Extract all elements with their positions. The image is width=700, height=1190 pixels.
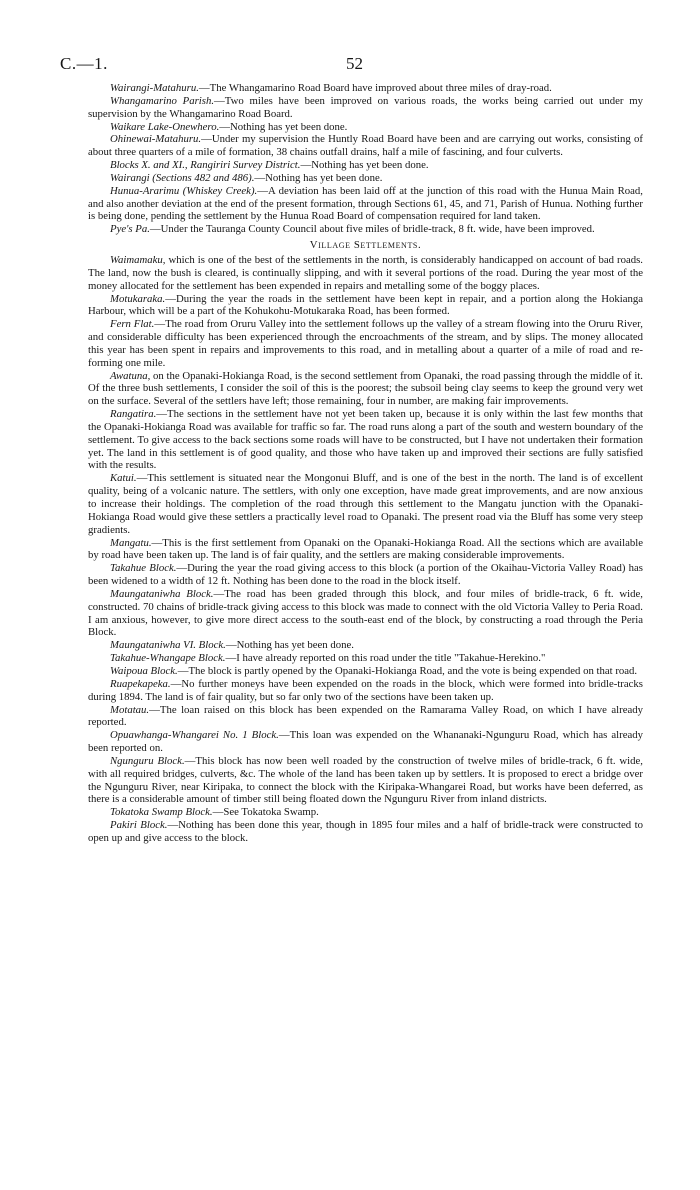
paragraph bbox=[88, 159, 643, 172]
paragraph-lead: Takahue Block. bbox=[110, 562, 177, 575]
paragraph bbox=[88, 370, 643, 409]
paragraph-text: —Two miles have been improved on various roads, the works being carried out under my supervision by the Whangamarino Road Board. bbox=[88, 94, 643, 120]
paragraph bbox=[88, 806, 643, 819]
paragraph bbox=[88, 472, 643, 536]
paragraph-text: —The loan raised on this block has been expended on the Ramarama Valley Road, on which I have already reported. bbox=[88, 703, 643, 729]
paragraph-lead: Wairangi (Sections 482 and 486). bbox=[110, 171, 255, 184]
body-text bbox=[88, 82, 643, 845]
paragraph bbox=[88, 254, 643, 293]
paragraph-lead: Pakiri Block. bbox=[110, 819, 168, 832]
page-number: 52 bbox=[346, 54, 363, 73]
paragraph-lead: Blocks X. and XI., Rangiriri Survey District. bbox=[110, 159, 301, 172]
paragraph-lead: Ngunguru Block. bbox=[110, 754, 185, 767]
paragraph-lead: Motukaraka. bbox=[110, 292, 166, 305]
paragraph bbox=[88, 408, 643, 472]
paragraph-lead: Waikare Lake-Onewhero. bbox=[110, 120, 220, 133]
paragraph-lead: Ohinewai-Matahuru. bbox=[110, 133, 202, 146]
paragraph-text: —Nothing has been done this year, though in 1895 four miles and a half of bridle-track were constructed to open up and give access to the block. bbox=[88, 819, 643, 844]
paragraph-text: —Nothing has yet been done. bbox=[300, 159, 429, 172]
paragraph-lead: Opuawhanga-Whangarei No. 1 Block. bbox=[110, 729, 279, 742]
paragraph bbox=[88, 121, 643, 134]
paragraph bbox=[88, 755, 643, 806]
paragraph-text: —A deviation has been laid off at the junction of this road with the Hunua Main Road, and also another deviation at the end of the present formation, through Sections 61, 45, and 71, Parish of Hunua. Nothing further is being done, pending the settlement by the Hunua Road Board of compensation required for land taken. bbox=[88, 184, 643, 223]
paragraph-text: —This loan was expended on the Whananaki-Ngunguru Road, which has already been reported on. bbox=[88, 729, 644, 755]
section-heading: Village Settlements. bbox=[309, 239, 422, 252]
paragraph bbox=[88, 82, 643, 95]
paragraph bbox=[88, 678, 643, 704]
paragraph-text: —Nothing has yet been done. bbox=[225, 639, 354, 652]
paragraph-text: —This block has now been well roaded by the construction of twelve miles of bridle-track, 6 ft. wide, with all required bridges, culverts, &c. The whole of the land has been taken up by settlers. It is proposed to erect a bridge over the Ngunguru River, near Kiripaka, to connect the block with the Kiripaka-Whangarei Road, but works have been deferred, as there is a considerable amount of timber still being floated down the Ngunguru River from inland districts. bbox=[88, 754, 643, 806]
paragraph bbox=[88, 588, 643, 639]
paragraph-lead: Rangatira. bbox=[110, 408, 157, 421]
running-header bbox=[60, 54, 643, 76]
document-reference: C.—1. bbox=[60, 54, 108, 73]
paragraph-text: —Nothing has yet been done. bbox=[254, 171, 383, 184]
paragraph bbox=[88, 95, 643, 121]
paragraph-text: —The road from Oruru Valley into the settlement follows up the valley of a stream flowing into the Oruru River, and considerable difficulty has been experienced through the encroachments of the stream, and by slips. The money allocated this year has been spent in repairs and improvements to this road, and in metalling about a quarter of a mile of road and re-forming one mile. bbox=[88, 318, 643, 369]
paragraph bbox=[88, 223, 643, 236]
paragraph bbox=[88, 318, 643, 369]
paragraph-text: —This settlement is situated near the Mongonui Bluff, and is one of the best in the north. The land is of excellent quality, being of a volcanic nature. The settlers, with only one exception, have made great improvements, and are now anxious to increase their holdings. The completion of the road through this settlement to the Mangatu junction with the Opanaki-Hokianga Road would give these settlers a practically level road to Opanaki. The present road via the Bluff has some very steep gradients. bbox=[88, 472, 643, 536]
paragraph bbox=[88, 293, 643, 319]
paragraph-text: —Under the Tauranga County Council about five miles of bridle-track, 8 ft. wide, have been improved. bbox=[149, 223, 595, 236]
paragraph-lead: Tokatoka Swamp Block. bbox=[110, 806, 213, 819]
paragraph-lead: Motatau. bbox=[110, 703, 150, 716]
paragraph-text: —I have already reported on this road under the title "Takahue-Herekino." bbox=[225, 652, 546, 665]
paragraph-lead: Wairangi-Matahuru. bbox=[110, 82, 199, 94]
paragraph-text: —During the year the road giving access to this block (a portion of the Okaihau-Victoria Valley Road) has been widened to a width of 12 ft. Nothing has been done to the road in the block itself. bbox=[88, 562, 643, 588]
paragraph-text: —The road has been graded through this block, and four miles of bridle-track, 6 ft. wide, constructed. 70 chains of bridle-track giving access to this block was made to connect with the old Victoria Valley to Peria Road. I am anxious, however, to give more direct access to the south-east end of the block, by constructing a road through the Peria Block. bbox=[88, 587, 643, 639]
paragraph bbox=[88, 133, 643, 159]
paragraph bbox=[88, 185, 643, 224]
paragraph-text: —The Whangamarino Road Board have improved about three miles of dray-road. bbox=[198, 82, 552, 94]
paragraph-lead: Maungataniwha VI. Block. bbox=[110, 639, 226, 652]
paragraph bbox=[88, 665, 643, 678]
paragraph-text: —This is the first settlement from Opanaki on the Opanaki-Hokianga Road. All the sections which are available by road have been taken up. The land is of fair quality, and the settlers are making considerable improvements. bbox=[88, 536, 643, 562]
paragraph-text: —No further moneys have been expended on the roads in the block, which were formed into bridle-tracks during 1894. The land is of fair quality, but so far only two of the sections have been taken up. bbox=[88, 677, 643, 703]
paragraph-text: —The sections in the settlement have not yet been taken up, because it is only within the last few months that the Opanaki-Hokianga Road was available for traffic so far. The road runs along a part of the south and western boundary of the settlement. To give access to the back sections some roads will have to be constructed, but I have not undertaken their formation yet. The land in this settlement is of good quality, and those who have taken up and improved their sections are fully satisfied with the results. bbox=[88, 408, 643, 472]
paragraph bbox=[88, 172, 643, 185]
paragraph-lead: Hunua-Ararimu (Whiskey Creek). bbox=[110, 184, 258, 197]
paragraph bbox=[88, 562, 643, 588]
paragraph-lead: Awatuna, bbox=[110, 369, 151, 382]
paragraph-text: —See Tokatoka Swamp. bbox=[212, 806, 319, 819]
paragraph-lead: Pye's Pa. bbox=[110, 223, 150, 236]
paragraph-lead: Whangamarino Parish. bbox=[110, 94, 215, 107]
paragraph-text: on the Opanaki-Hokianga Road, is the second settlement from Opanaki, the road passing through the middle of it. Of the three bush settlements, I consider the soil of this is the poorest; the subsoil being clay seems to keep the ground very wet on the surface. Several of the settlers have left; those remaining, four in number, are making fair improvements. bbox=[88, 369, 643, 408]
paragraph-text: —During the year the roads in the settlement have been kept in repair, and a portion along the Hokianga Harbour, which will be a part of the Kohukohu-Motukaraka Road, has been formed. bbox=[88, 292, 643, 318]
paragraph-text: —The block is partly opened by the Opanaki-Hokianga Road, and the vote is being expended on that road. bbox=[177, 664, 638, 677]
paragraph-lead: Ruapekapeka. bbox=[110, 677, 171, 690]
paragraph bbox=[88, 652, 643, 665]
paragraph bbox=[88, 819, 643, 845]
paragraph bbox=[88, 729, 643, 755]
document-page bbox=[60, 54, 644, 845]
paragraph-lead: Takahue-Whangape Block. bbox=[110, 652, 226, 665]
paragraph-lead: Waipoua Block. bbox=[110, 664, 178, 677]
paragraph-lead: Mangatu. bbox=[110, 536, 152, 549]
paragraph bbox=[88, 639, 643, 652]
paragraph bbox=[88, 704, 643, 730]
paragraph bbox=[88, 537, 643, 563]
paragraph-lead: Maungataniwha Block. bbox=[110, 587, 214, 600]
paragraph-lead: Waimamaku, bbox=[110, 253, 166, 266]
paragraph-lead: Katui. bbox=[110, 472, 137, 485]
paragraph-text: —Under my supervision the Huntly Road Board have been and are carrying out works, consisting of about three quarters of a mile of formation, 38 chains outfall drains, half a mile of fascining, and four culverts. bbox=[88, 133, 643, 159]
paragraph-text: —Nothing has yet been done. bbox=[219, 120, 348, 133]
paragraph-lead: Fern Flat. bbox=[110, 318, 155, 331]
paragraph-text: which is one of the best of the settlements in the north, is considerably handicapped on account of bad roads. The land, now the bush is cleared, is continually slipping, and with it several portions of the road. During the year most of the money allocated for the settlement has been expended in repairs and metalling some of the boggy places. bbox=[88, 253, 643, 292]
